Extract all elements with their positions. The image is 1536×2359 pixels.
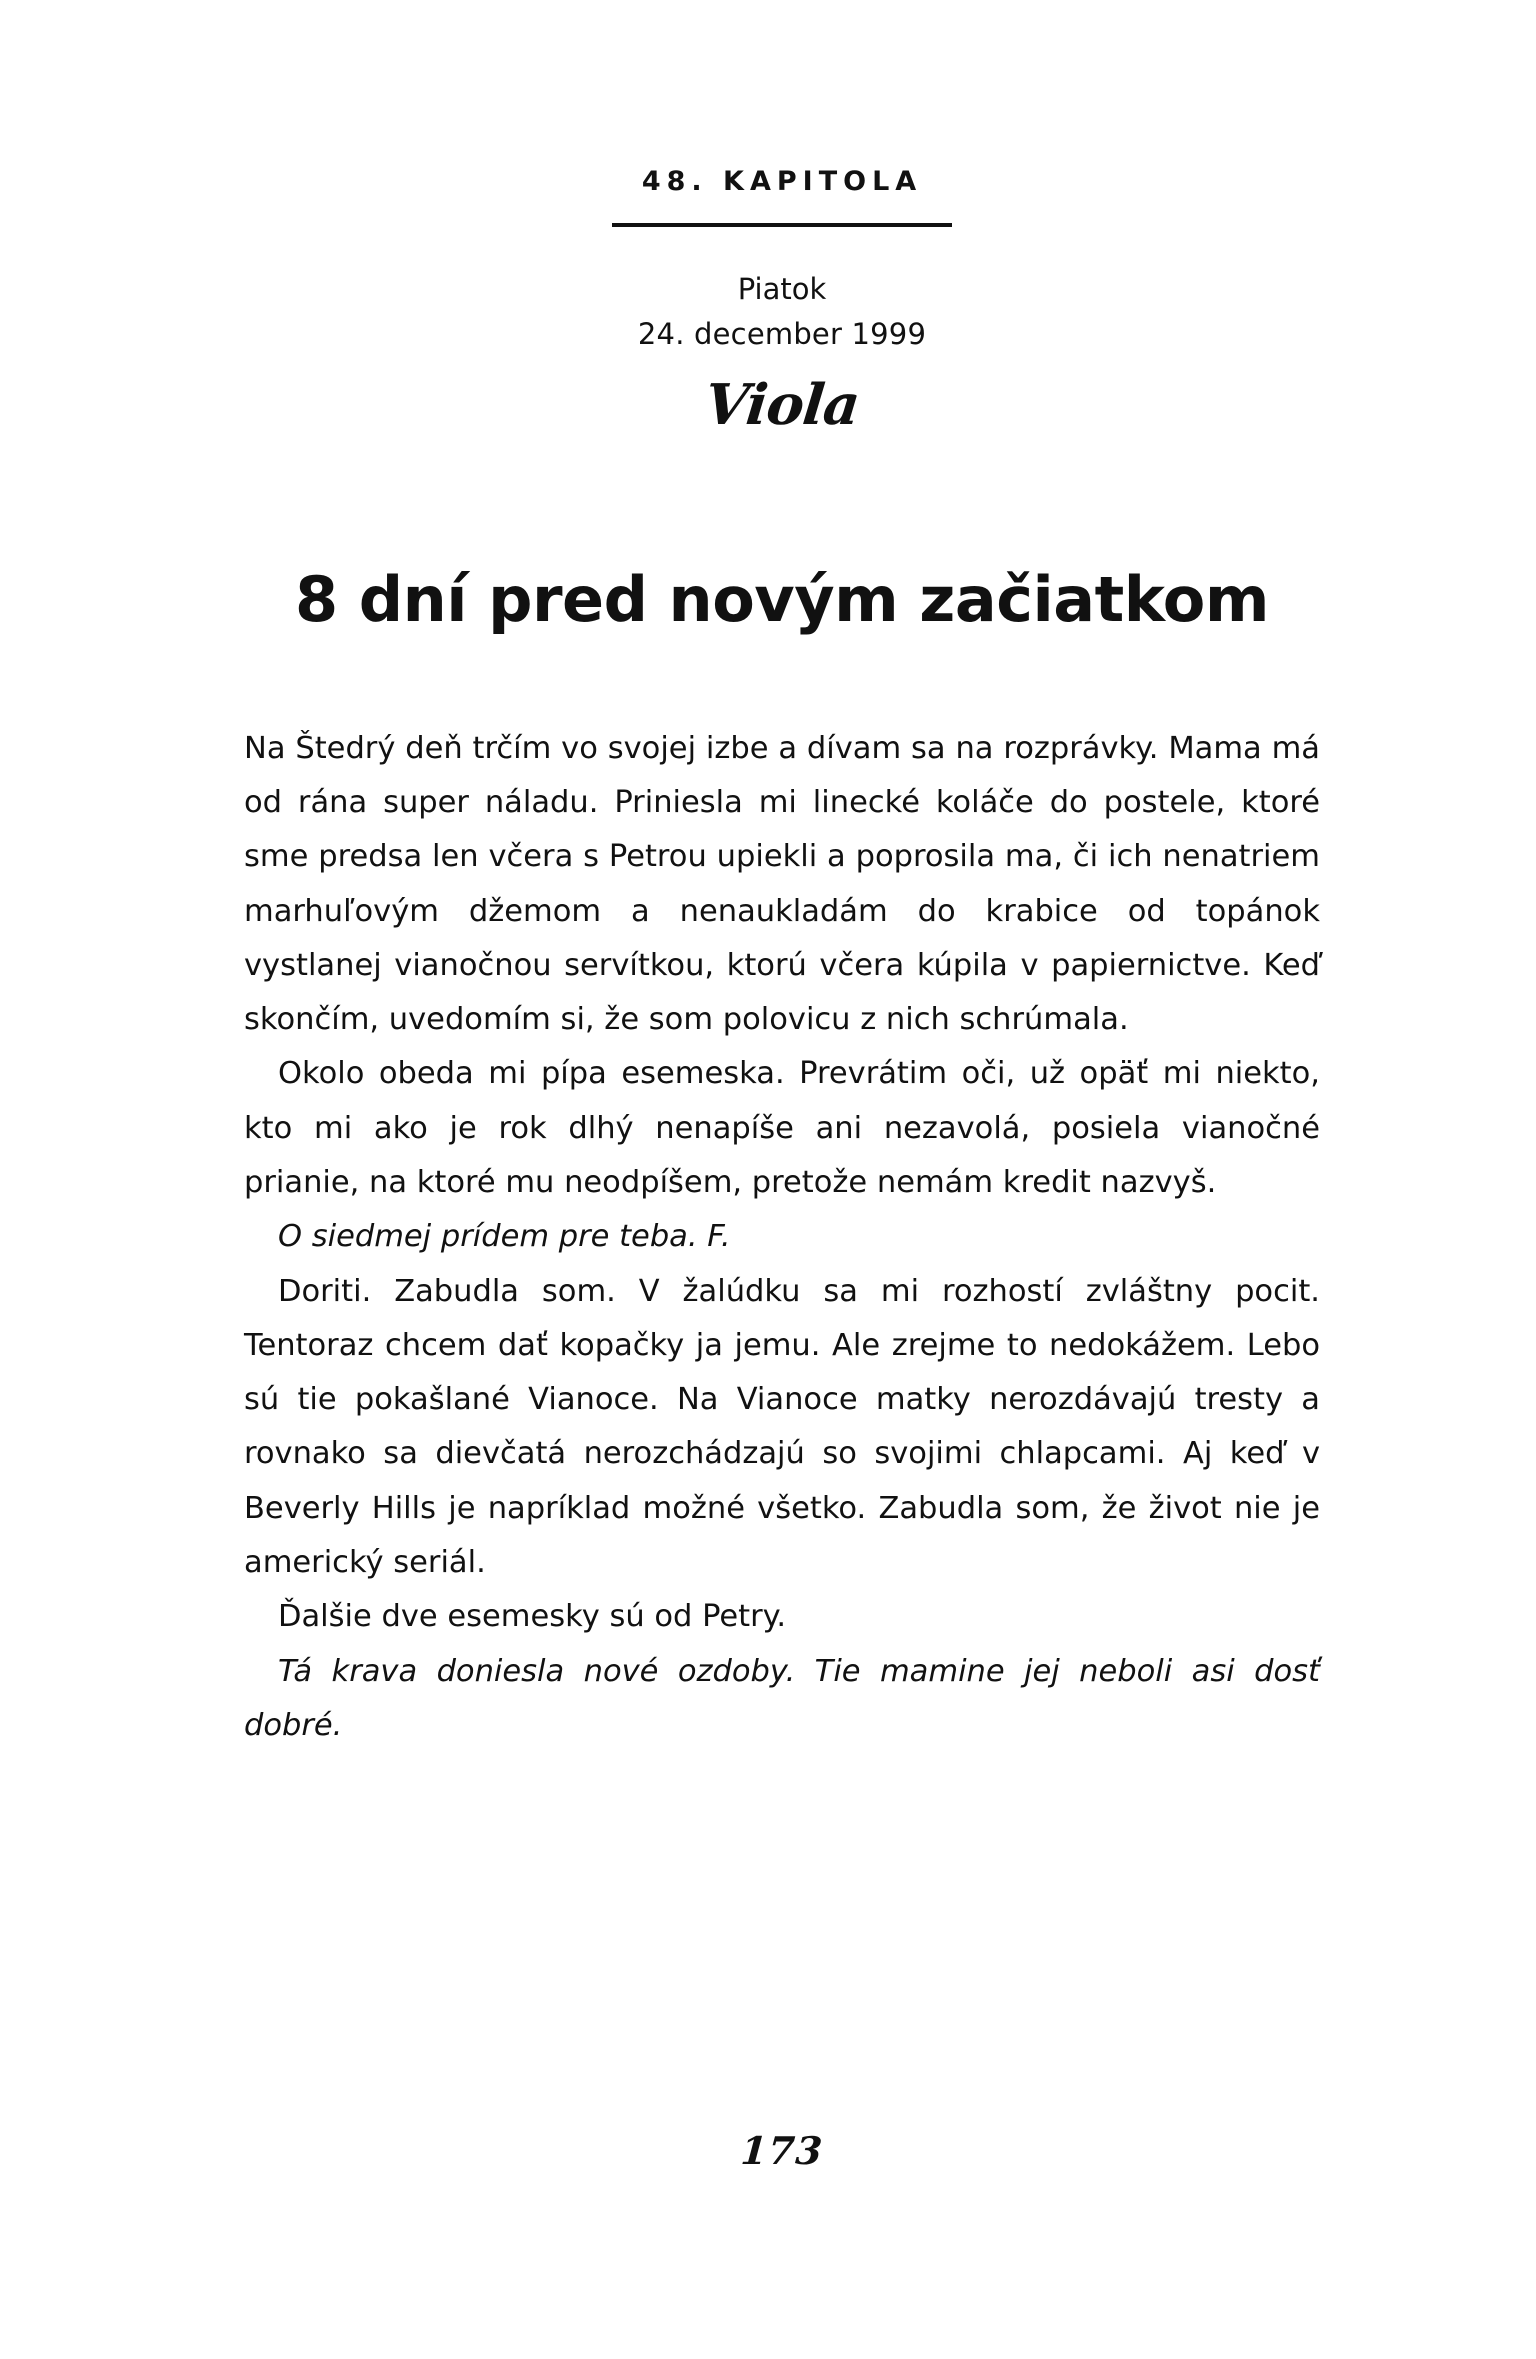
chapter-divider	[612, 223, 952, 227]
dateline-weekday: Piatok	[737, 272, 827, 306]
page-content	[232, 0, 1332, 2359]
paragraph-3-sms: O siedmej prídem pre teba. F.	[278, 1219, 731, 1255]
dateline	[232, 267, 1332, 357]
page-title: 8 dní pred novým začiatkom	[295, 563, 1269, 637]
page-number: 173	[739, 2128, 825, 2173]
dateline-date: 24. december 1999	[637, 316, 927, 351]
paragraph-2: Okolo obeda mi pípa esemeska. Prevrátim oči, už opäť mi niekto, kto mi ako je rok dlhý nenapíše ani nezavolá, posiela vianočné prianie, na ktoré mu neodpíšem, pretože nemám kredit nazvyš.	[244, 1056, 1320, 1201]
paragraph-6-sms: Tá krava doniesla nové ozdoby. Tie mamine jej neboli asi dosť dobré.	[244, 1653, 1320, 1743]
paragraph-4: Doriti. Zabudla som. V žalúdku sa mi rozhostí zvláštny pocit. Tentoraz chcem dať kopačky ja jemu. Ale zrejme to nedokážem. Lebo sú tie pokašlané Vianoce. Na Vianoce matky nerozdávajú tresty a rovnako sa dievčatá nerozchádzajú so svojimi chlapcami. Aj keď v Beverly Hills je napríklad možné všetko. Zabudla som, že život nie je americký seriál.	[244, 1273, 1320, 1580]
body-text	[232, 722, 1332, 1753]
chapter-label: 48. KAPITOLA	[641, 166, 923, 197]
handwritten-signature: Viola	[701, 371, 863, 438]
paragraph-5: Ďalšie dve esemesky sú od Petry.	[278, 1599, 787, 1635]
chapter-header	[232, 0, 1332, 436]
paragraph-1: Na Štedrý deň trčím vo svojej izbe a dívam sa na rozprávky. Mama má od rána super náladu. Priniesla mi linecké koláče do postele, ktoré sme predsa len včera s Petrou upiekli a poprosila ma, či ich nenatriem marhuľovým džemom a nenaukladám do krabice od topánok vystlanej vianočnou servítkou, ktorú včera kúpila v papiernictve. Keď skončím, uvedomím si, že som polovicu z nich schrúmala.	[244, 730, 1320, 1038]
